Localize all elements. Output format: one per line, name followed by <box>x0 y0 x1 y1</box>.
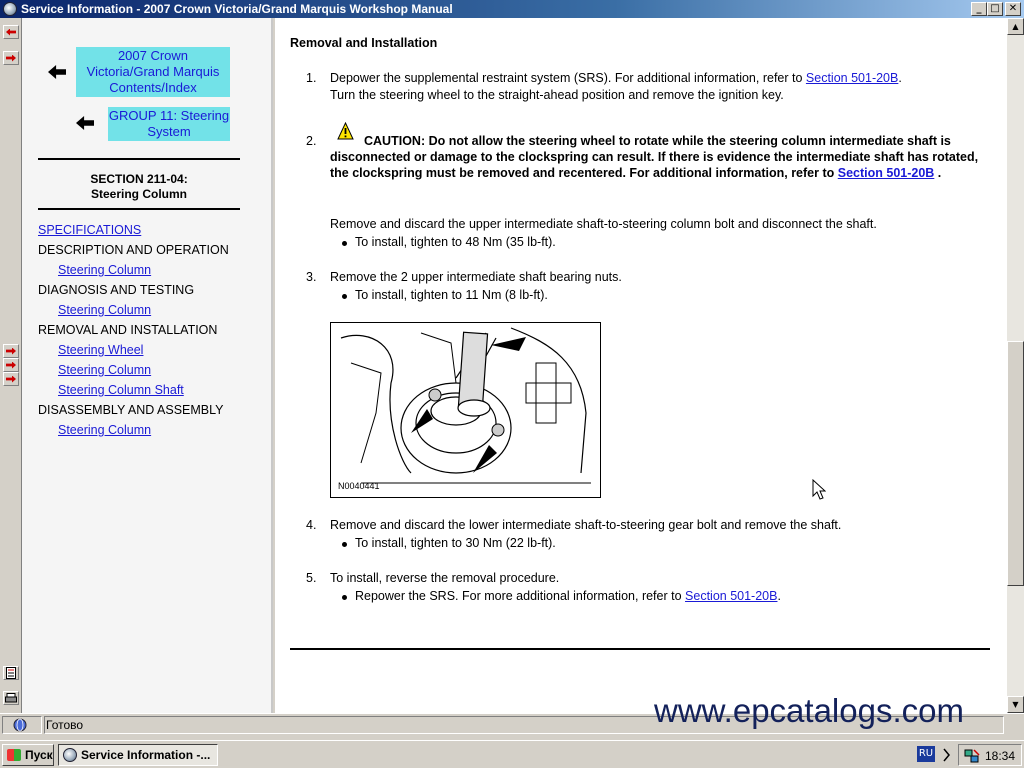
step-bullet: To install, tighten to 48 Nm (35 lb-ft). <box>355 235 556 249</box>
windows-logo-icon <box>7 749 21 761</box>
network-icon[interactable] <box>964 748 980 763</box>
nav-link[interactable]: SPECIFICATIONS <box>38 223 142 237</box>
nav-heading: DIAGNOSIS AND TESTING <box>38 283 195 297</box>
divider <box>38 208 240 210</box>
section-subtitle: Steering Column <box>90 187 187 201</box>
back-arrow-icon <box>6 29 16 36</box>
watermark: www.epcatalogs.com <box>654 692 964 729</box>
step-bullet: To install, tighten to 30 Nm (22 lb-ft). <box>355 536 556 550</box>
back-button[interactable] <box>3 25 19 39</box>
scroll-down-button[interactable]: ▼ <box>1007 696 1024 713</box>
chevron-icon[interactable] <box>942 747 952 763</box>
nav-link[interactable]: Steering Column <box>58 423 152 437</box>
caution-text: CAUTION: Do not allow the steering wheel to rotate while the steering column intermediate shaft is disconnected or damage to the clockspring can result. If there is evidence the intermediate shaft has rotated, the clockspring must be removed and recentered. For additional information, refer to Section 501-20B . <box>330 134 979 180</box>
app-icon[interactable] <box>3 2 17 16</box>
forward-button[interactable] <box>3 51 19 65</box>
section-title: SECTION 211-04: <box>90 172 188 186</box>
step-number: 1. <box>306 71 317 85</box>
taskbar <box>0 740 1024 768</box>
nav-link[interactable]: Steering Column <box>58 263 152 277</box>
back-arrow-icon[interactable] <box>48 65 66 79</box>
illustration <box>330 322 601 498</box>
nav-link[interactable]: Steering Column Shaft <box>58 383 184 397</box>
globe-icon <box>12 718 28 732</box>
maximize-button[interactable]: □ <box>987 2 1003 16</box>
arrow-right-icon <box>6 348 16 355</box>
clock: 18:34 <box>985 749 1016 763</box>
app-icon <box>63 748 77 762</box>
arrow-right-icon <box>6 362 16 369</box>
printer-icon <box>5 693 17 703</box>
arrow-right-icon <box>6 376 16 383</box>
group-link[interactable]: GROUP 11: Steering System <box>108 108 230 139</box>
step-text: Remove the 2 upper intermediate shaft bearing nuts. <box>330 270 622 284</box>
steering-shaft-diagram <box>331 323 601 498</box>
step-bullet: To install, tighten to 11 Nm (8 lb-ft). <box>355 288 548 302</box>
nav-link[interactable]: Steering Column <box>58 303 152 317</box>
step-number: 5. <box>306 571 317 585</box>
window-title: Service Information - 2007 Crown Victoria/Grand Marquis Workshop Manual <box>21 2 453 16</box>
scroll-thumb[interactable] <box>1007 341 1024 586</box>
status-icon-cell <box>2 716 42 734</box>
contents-index-link[interactable]: 2007 Crown Victoria/Grand Marquis Contents/Index <box>76 47 230 97</box>
scroll-up-button[interactable]: ▲ <box>1007 18 1024 35</box>
start-button[interactable] <box>2 744 54 766</box>
language-indicator[interactable]: RU <box>917 746 935 762</box>
divider <box>38 158 240 160</box>
print-button[interactable] <box>3 691 19 705</box>
divider <box>290 648 990 650</box>
step-text: To install, reverse the removal procedure. <box>330 571 560 585</box>
document-icon <box>6 667 16 679</box>
step-text: Remove and discard the upper intermediate shaft-to-steering column bolt and disconnect the shaft. <box>330 217 877 231</box>
bullet-text: Repower the SRS. For more additional information, refer to <box>355 589 682 603</box>
nav-heading: REMOVAL AND INSTALLATION <box>38 323 218 337</box>
step-text: Remove and discard the lower intermediate shaft-to-steering gear bolt and remove the shaft. <box>330 518 842 532</box>
close-button[interactable]: ✕ <box>1005 2 1021 16</box>
step-number: 2. <box>306 134 317 148</box>
section-link[interactable]: Section 501-20B <box>837 166 935 180</box>
index-button[interactable] <box>3 666 19 680</box>
step-text: Turn the steering wheel to the straight-ahead position and remove the ignition key. <box>330 88 784 102</box>
nav-heading: DISASSEMBLY AND ASSEMBLY <box>38 403 224 417</box>
system-tray <box>958 744 1022 766</box>
taskbar-item[interactable] <box>58 744 218 766</box>
forward-arrow-icon <box>6 55 16 62</box>
caution-body: CAUTION: Do not allow the steering wheel to rotate while the steering column intermediate shaft is disconnected or damage to the clockspring can result. If there is evidence the intermediate shaft has rotated, the clockspring must be removed and recentered. For additional information, refer to <box>330 134 979 180</box>
page-heading: Removal and Installation <box>290 36 438 50</box>
navigation-pane <box>22 18 273 713</box>
vertical-scrollbar[interactable] <box>1007 18 1024 713</box>
start-label: Пуск <box>25 748 53 762</box>
step-bullet: Repower the SRS. For more additional information, refer to Section 501-20B. <box>355 589 781 603</box>
nav-next-button[interactable] <box>3 372 19 386</box>
back-arrow-icon[interactable] <box>76 116 94 130</box>
status-text: Готово <box>46 718 84 732</box>
section-link[interactable]: Section 501-20B <box>685 589 778 603</box>
minimize-button[interactable]: _ <box>971 2 987 16</box>
left-toolbar <box>0 18 22 713</box>
mouse-cursor-icon <box>812 479 826 501</box>
step-text-part: Depower the supplemental restraint system (SRS). For additional information, refer to <box>330 71 803 85</box>
step-text: Depower the supplemental restraint system (SRS). For additional information, refer to Section 501-20B. <box>330 71 902 85</box>
content-pane <box>275 18 1007 713</box>
step-number: 4. <box>306 518 317 532</box>
section-link[interactable]: Section 501-20B <box>805 71 899 85</box>
nav-current-button[interactable] <box>3 358 19 372</box>
title-bar[interactable] <box>0 0 1024 18</box>
taskbar-item-label: Service Information -... <box>81 748 211 762</box>
nav-link[interactable]: Steering Wheel <box>58 343 144 357</box>
nav-heading: DESCRIPTION AND OPERATION <box>38 243 229 257</box>
step-number: 3. <box>306 270 317 284</box>
nav-prev-button[interactable] <box>3 344 19 358</box>
nav-link[interactable]: Steering Column <box>58 363 152 377</box>
figure-id: N0040441 <box>338 481 380 491</box>
